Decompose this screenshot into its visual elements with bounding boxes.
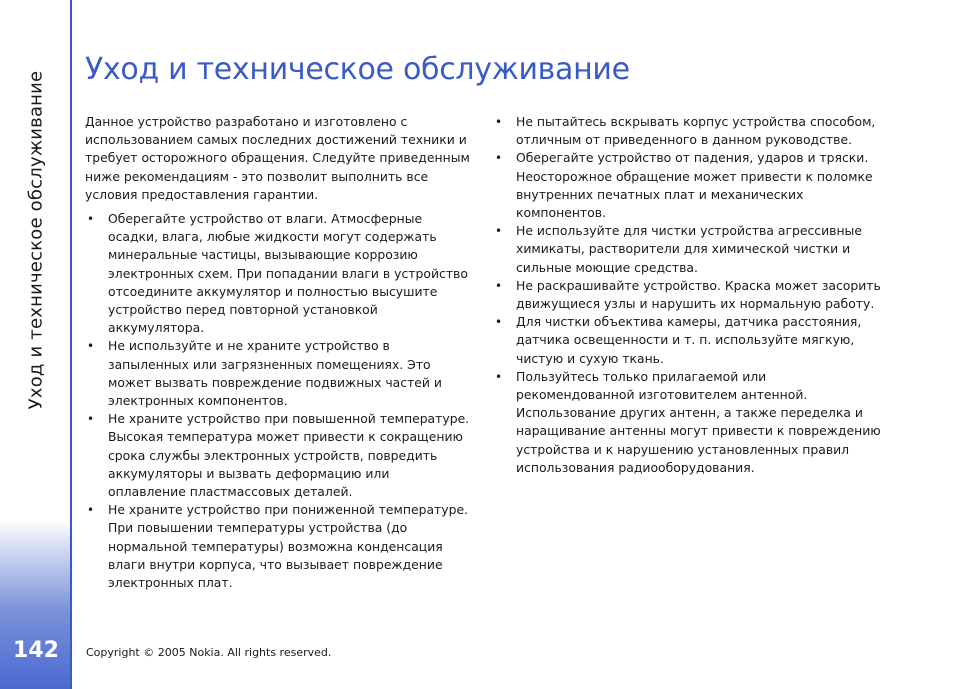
list-item bbox=[493, 368, 885, 477]
bullet-icon: • bbox=[87, 212, 95, 227]
left-column bbox=[85, 113, 471, 592]
list-item-text: Не используйте для чистки устройства агрессивные химикаты, растворители для химической чистки и сильные моющие средства. bbox=[516, 223, 862, 275]
copyright-footer: Copyright © 2005 Nokia. All rights reserved. bbox=[86, 646, 332, 659]
list-item bbox=[85, 337, 471, 410]
list-item bbox=[85, 210, 471, 337]
list-item bbox=[493, 277, 885, 313]
list-item-text: Не пытайтесь вскрывать корпус устройства способом, отличным от приведенного в данном руководстве. bbox=[516, 114, 876, 148]
bullet-icon: • bbox=[495, 224, 503, 239]
page-title: Уход и техническое обслуживание bbox=[85, 52, 630, 87]
intro-paragraph: Данное устройство разработано и изготовлено с использованием самых последних достижений техники и требует осторожного обращения. Следуйте приведенным ниже рекомендациям - это позволит выполнить все условия предоставления гарантии. bbox=[85, 114, 470, 202]
list-item-text: Оберегайте устройство от влаги. Атмосферные осадки, влага, любые жидкости могут содержать минеральные частицы, вызывающие коррозию электронных схем. При попадании влаги в устройство отсоедините аккумулятор и полностью высушите устройство перед повторной установкой аккумулятора. bbox=[108, 211, 468, 336]
bullet-icon: • bbox=[495, 278, 503, 293]
bullet-icon: • bbox=[495, 369, 503, 384]
right-bullet-list bbox=[493, 113, 885, 477]
list-item bbox=[493, 149, 885, 222]
list-item bbox=[493, 222, 885, 277]
side-section-title: Уход и техническое обслуживание bbox=[25, 70, 47, 410]
list-item bbox=[85, 501, 471, 592]
page-number: 142 bbox=[13, 638, 59, 663]
list-item-text: Оберегайте устройство от падения, ударов и тряски. Неосторожное обращение может привести к поломке внутренних печатных плат и механических компонентов. bbox=[516, 150, 873, 221]
bullet-icon: • bbox=[495, 151, 503, 166]
list-item-text: Не используйте и не храните устройство в запыленных или загрязненных помещениях. Это может вызвать повреждение подвижных частей и электронных компонентов. bbox=[108, 338, 442, 409]
list-item-text: Пользуйтесь только прилагаемой или рекомендованной изготовителем антенной. Использование других антенн, а также переделка и наращивание антенны могут привести к повреждению устройства и к нарушению установленных правил использования радиооборудования. bbox=[516, 368, 881, 475]
bullet-icon: • bbox=[87, 412, 95, 427]
bullet-icon: • bbox=[495, 315, 503, 330]
list-item bbox=[493, 113, 885, 149]
list-item bbox=[493, 313, 885, 368]
side-tab bbox=[0, 0, 72, 689]
list-item-text: Не раскрашивайте устройство. Краска может засорить движущиеся узлы и нарушить их нормальную работу. bbox=[516, 277, 881, 312]
list-item bbox=[85, 410, 471, 501]
bullet-icon: • bbox=[87, 503, 95, 518]
bullet-icon: • bbox=[87, 339, 95, 354]
list-item-text: Для чистки объектива камеры, датчика расстояния, датчика освещенности и т. п. используйте мягкую, чистую и сухую ткань. bbox=[516, 314, 862, 366]
list-item-text: Не храните устройство при пониженной температуре. При повышении температуры устройства (до нормальной температуры) возможна конденсация влаги внутри корпуса, что вызывает повреждение электронных плат. bbox=[108, 502, 469, 591]
list-item-text: Не храните устройство при повышенной температуре. Высокая температура может привести к сокращению срока службы электронных устройств, повредить аккумуляторы и вызвать деформацию или оплавление пластмассовых деталей. bbox=[108, 411, 470, 500]
bullet-icon: • bbox=[495, 115, 503, 129]
right-column bbox=[493, 113, 885, 477]
left-bullet-list bbox=[85, 210, 471, 592]
